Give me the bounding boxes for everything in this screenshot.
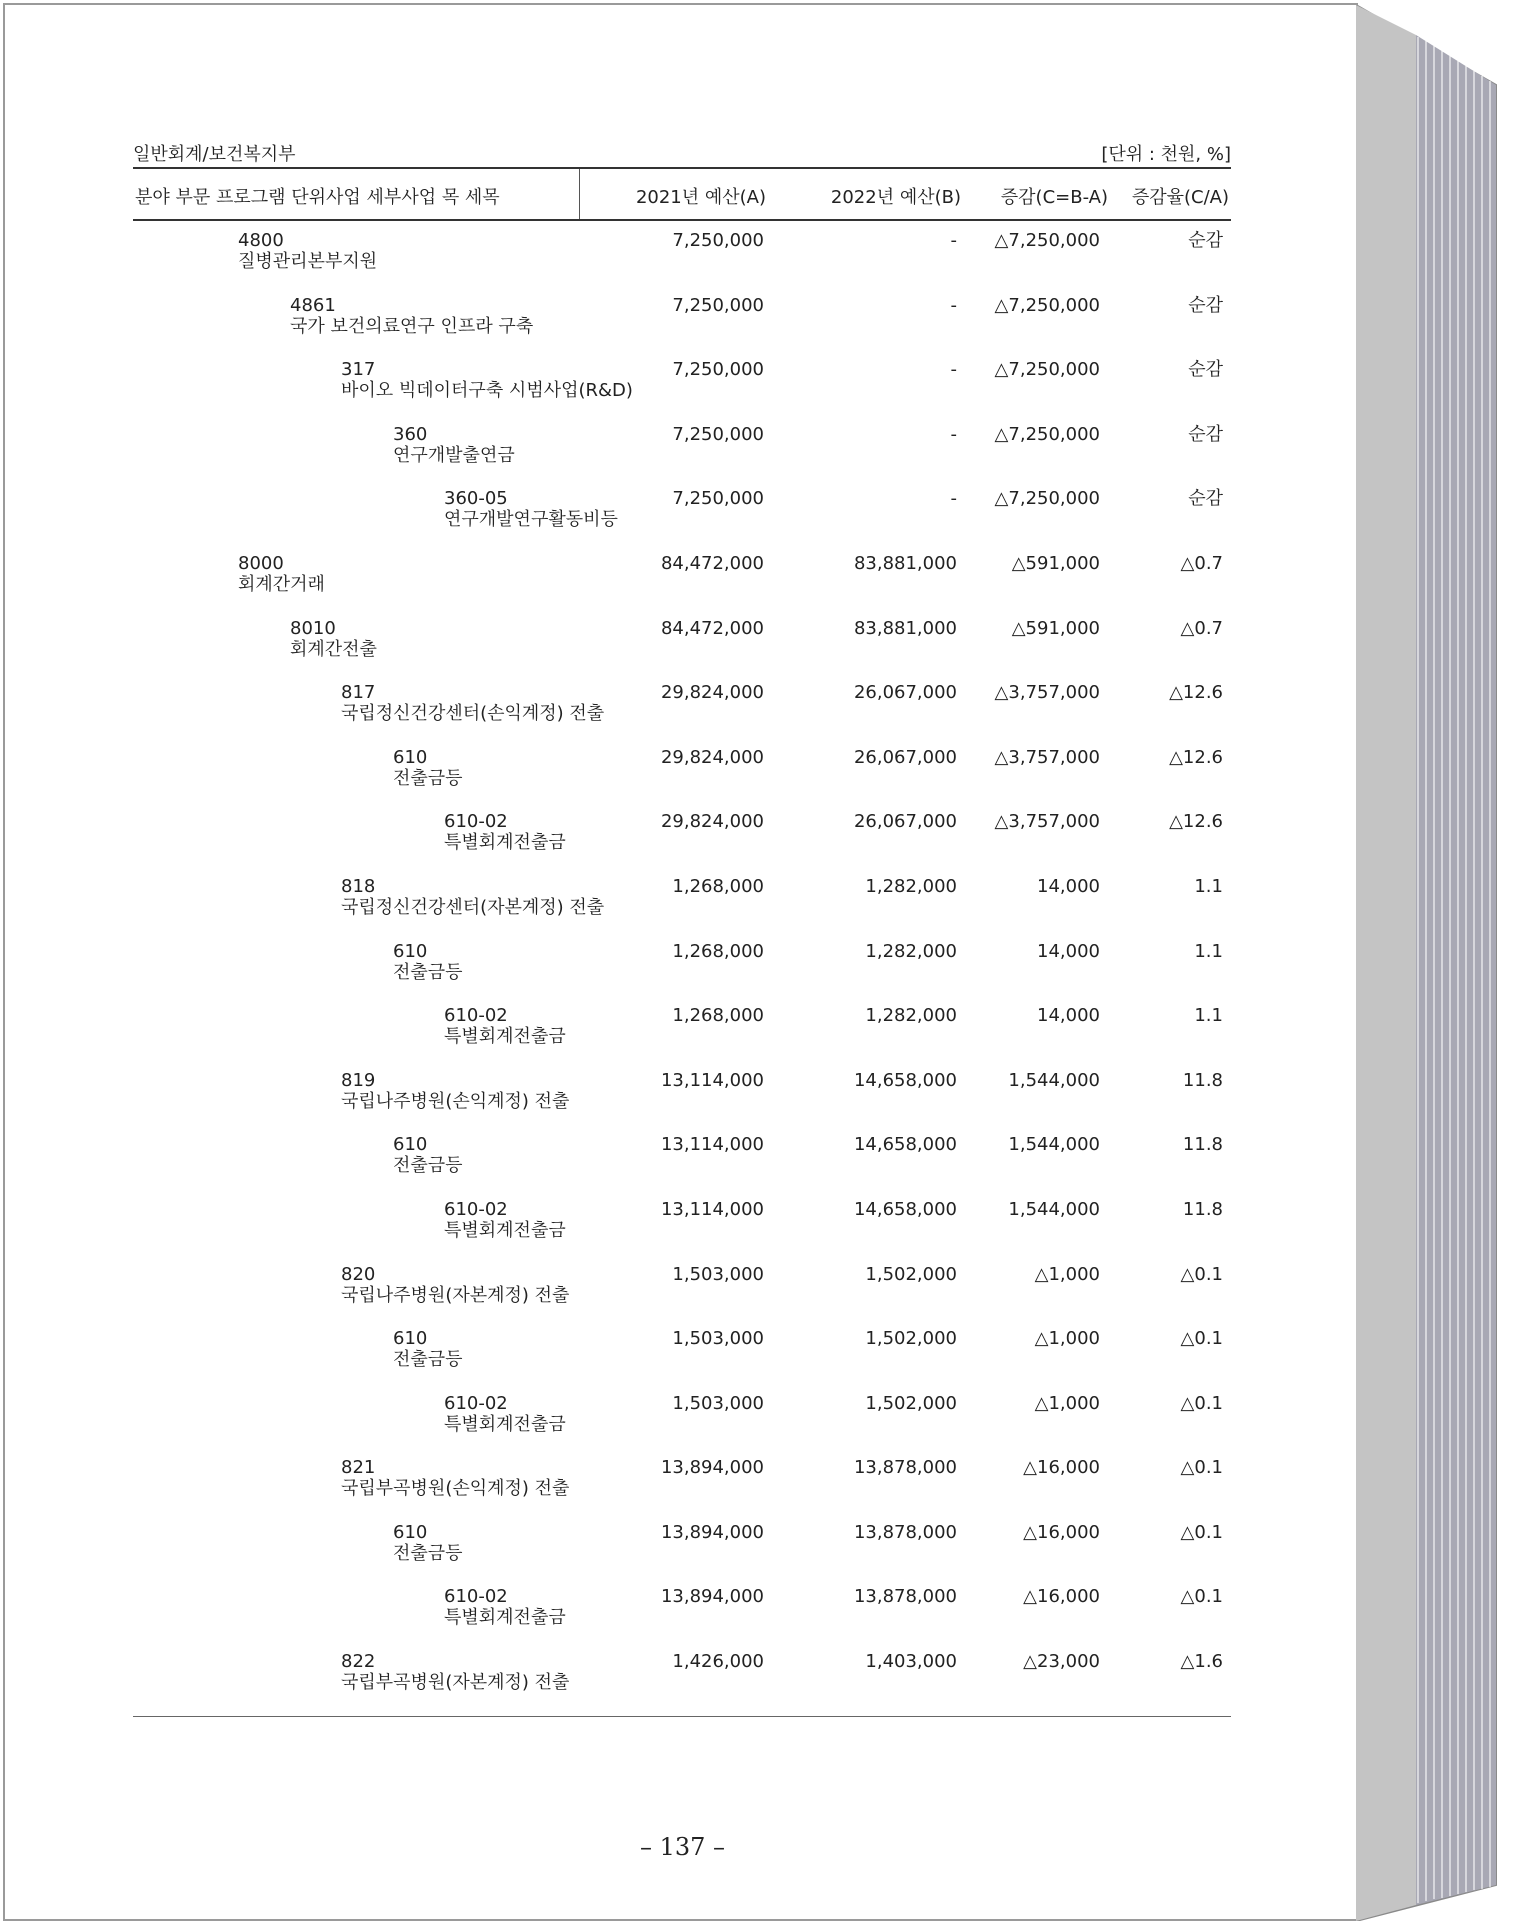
page-number: – 137 – bbox=[639, 1833, 726, 1861]
change-value: △23,000 bbox=[1023, 1651, 1100, 1673]
rate-value: 순감 bbox=[1188, 423, 1223, 445]
rate-value: 1.1 bbox=[1194, 875, 1223, 897]
budget-2022-value: 1,502,000 bbox=[865, 1263, 957, 1285]
change-value: △16,000 bbox=[1023, 1586, 1100, 1608]
header-column-divider bbox=[579, 169, 580, 219]
budget-2021-value: 13,114,000 bbox=[660, 1134, 764, 1156]
item-name: 특별회계전출금 bbox=[444, 1607, 566, 1629]
table-row bbox=[133, 1323, 1231, 1388]
item-name: 국립나주병원(자본계정) 전출 bbox=[341, 1284, 570, 1306]
item-code: 610-02 bbox=[444, 1005, 508, 1027]
item-name: 특별회계전출금 bbox=[444, 832, 566, 854]
budget-table-body bbox=[133, 225, 1231, 1711]
table-row bbox=[133, 1388, 1231, 1453]
budget-2021-value: 7,250,000 bbox=[672, 423, 764, 445]
budget-2021-value: 13,894,000 bbox=[660, 1586, 764, 1608]
item-code: 818 bbox=[341, 875, 376, 897]
budget-2021-value: 1,268,000 bbox=[672, 940, 764, 962]
budget-2022-value: 14,658,000 bbox=[853, 1134, 957, 1156]
table-row bbox=[133, 613, 1231, 678]
account-title: 일반회계/보건복지부 bbox=[133, 144, 296, 165]
rate-value: 11.8 bbox=[1182, 1069, 1223, 1091]
table-row bbox=[133, 936, 1231, 1001]
budget-2021-value: 29,824,000 bbox=[660, 746, 764, 768]
change-value: 1,544,000 bbox=[1008, 1134, 1100, 1156]
book-page-edges bbox=[1356, 5, 1506, 1921]
change-value: △7,250,000 bbox=[994, 230, 1100, 251]
budget-2022-value: 13,878,000 bbox=[853, 1586, 957, 1608]
budget-2021-value: 1,503,000 bbox=[672, 1263, 764, 1285]
budget-2022-value: 1,282,000 bbox=[865, 940, 957, 962]
item-code: 610-02 bbox=[444, 811, 508, 833]
change-value: 1,544,000 bbox=[1008, 1198, 1100, 1220]
rate-value: 순감 bbox=[1188, 488, 1223, 510]
change-value: △16,000 bbox=[1023, 1457, 1100, 1479]
item-code: 360-05 bbox=[444, 488, 508, 510]
budget-2021-value: 1,503,000 bbox=[672, 1328, 764, 1350]
change-value: △7,250,000 bbox=[994, 359, 1100, 381]
item-name: 국립나주병원(손익계정) 전출 bbox=[341, 1090, 570, 1112]
item-code: 4800 bbox=[238, 230, 284, 251]
item-name: 국립부곡병원(자본계정) 전출 bbox=[341, 1672, 570, 1694]
change-value: △3,757,000 bbox=[994, 682, 1100, 704]
budget-2021-value: 84,472,000 bbox=[660, 617, 764, 639]
item-code: 821 bbox=[341, 1457, 376, 1479]
budget-2022-value: - bbox=[950, 423, 957, 445]
item-code: 610 bbox=[393, 940, 428, 962]
table-header-rule bbox=[133, 219, 1231, 221]
budget-2021-value: 29,824,000 bbox=[660, 811, 764, 833]
table-row bbox=[133, 871, 1231, 936]
item-code: 610 bbox=[393, 1134, 428, 1156]
budget-2022-value: - bbox=[950, 294, 957, 316]
budget-2021-value: 7,250,000 bbox=[672, 488, 764, 510]
item-code: 4861 bbox=[290, 294, 336, 316]
change-value: △1,000 bbox=[1034, 1263, 1100, 1285]
unit-label: [단위 : 천원, %] bbox=[1101, 144, 1231, 165]
table-header bbox=[133, 169, 1231, 219]
item-code: 610-02 bbox=[444, 1392, 508, 1414]
item-name: 국립정신건강센터(자본계정) 전출 bbox=[341, 896, 605, 918]
item-code: 819 bbox=[341, 1069, 376, 1091]
item-code: 8010 bbox=[290, 617, 336, 639]
budget-2021-value: 1,268,000 bbox=[672, 1005, 764, 1027]
page-header bbox=[133, 138, 1231, 166]
item-name: 회계간전출 bbox=[290, 638, 377, 660]
table-row bbox=[133, 354, 1231, 419]
table-row bbox=[133, 1646, 1231, 1711]
budget-2021-value: 84,472,000 bbox=[660, 552, 764, 574]
item-code: 817 bbox=[341, 682, 376, 704]
budget-2021-value: 1,503,000 bbox=[672, 1392, 764, 1414]
rate-value: 순감 bbox=[1188, 230, 1223, 251]
change-value: △1,000 bbox=[1034, 1392, 1100, 1414]
rate-value: 순감 bbox=[1188, 294, 1223, 316]
rate-value: △12.6 bbox=[1169, 682, 1223, 704]
rate-value: △0.1 bbox=[1180, 1457, 1223, 1479]
table-row bbox=[133, 290, 1231, 355]
budget-2022-value: 1,502,000 bbox=[865, 1328, 957, 1350]
item-name: 국립정신건강센터(손익계정) 전출 bbox=[341, 703, 605, 725]
budget-2022-value: 26,067,000 bbox=[853, 682, 957, 704]
item-name: 회계간거래 bbox=[238, 573, 325, 595]
column-header-2022: 2022년 예산(B) bbox=[830, 187, 961, 208]
item-name: 전출금등 bbox=[393, 961, 463, 983]
budget-2021-value: 29,824,000 bbox=[660, 682, 764, 704]
budget-2022-value: 14,658,000 bbox=[853, 1198, 957, 1220]
change-value: △7,250,000 bbox=[994, 488, 1100, 510]
rate-value: △1.6 bbox=[1180, 1651, 1223, 1673]
item-name: 질병관리본부지원 bbox=[238, 251, 378, 272]
rate-value: △0.7 bbox=[1180, 552, 1223, 574]
table-row bbox=[133, 742, 1231, 807]
rate-value: △0.1 bbox=[1180, 1263, 1223, 1285]
table-row bbox=[133, 1000, 1231, 1065]
change-value: △591,000 bbox=[1011, 617, 1100, 639]
budget-2022-value: - bbox=[950, 359, 957, 381]
item-code: 610-02 bbox=[444, 1586, 508, 1608]
change-value: 14,000 bbox=[1037, 940, 1100, 962]
budget-2022-value: 1,502,000 bbox=[865, 1392, 957, 1414]
table-bottom-rule bbox=[133, 1716, 1231, 1717]
item-name: 연구개발연구활동비등 bbox=[444, 509, 618, 531]
rate-value: 순감 bbox=[1188, 359, 1223, 381]
rate-value: △0.1 bbox=[1180, 1586, 1223, 1608]
budget-2021-value: 1,268,000 bbox=[672, 875, 764, 897]
budget-2021-value: 13,114,000 bbox=[660, 1069, 764, 1091]
change-value: △16,000 bbox=[1023, 1521, 1100, 1543]
table-row bbox=[133, 1065, 1231, 1130]
change-value: △7,250,000 bbox=[994, 423, 1100, 445]
item-code: 360 bbox=[393, 423, 428, 445]
table-row bbox=[133, 548, 1231, 613]
table-row bbox=[133, 677, 1231, 742]
rate-value: 1.1 bbox=[1194, 940, 1223, 962]
column-header-classification: 분야 부문 프로그램 단위사업 세부사업 목 세목 bbox=[135, 187, 500, 208]
column-header-2021: 2021년 예산(A) bbox=[635, 187, 766, 208]
table-row bbox=[133, 483, 1231, 548]
rate-value: △0.1 bbox=[1180, 1521, 1223, 1543]
table-row bbox=[133, 806, 1231, 871]
change-value: 14,000 bbox=[1037, 875, 1100, 897]
rate-value: 11.8 bbox=[1182, 1198, 1223, 1220]
budget-2021-value: 7,250,000 bbox=[672, 294, 764, 316]
item-code: 820 bbox=[341, 1263, 376, 1285]
rate-value: △12.6 bbox=[1169, 811, 1223, 833]
item-name: 특별회계전출금 bbox=[444, 1219, 566, 1241]
budget-2021-value: 13,114,000 bbox=[660, 1198, 764, 1220]
document-page bbox=[3, 3, 1358, 1921]
item-code: 610 bbox=[393, 1328, 428, 1350]
table-row bbox=[133, 1194, 1231, 1259]
item-name: 특별회계전출금 bbox=[444, 1026, 566, 1048]
table-row bbox=[133, 1517, 1231, 1582]
budget-2022-value: 83,881,000 bbox=[853, 617, 957, 639]
rate-value: 11.8 bbox=[1182, 1134, 1223, 1156]
table-row bbox=[133, 1259, 1231, 1324]
rate-value: △0.7 bbox=[1180, 617, 1223, 639]
budget-2021-value: 13,894,000 bbox=[660, 1457, 764, 1479]
change-value: △7,250,000 bbox=[994, 294, 1100, 316]
budget-2022-value: 83,881,000 bbox=[853, 552, 957, 574]
rate-value: 1.1 bbox=[1194, 1005, 1223, 1027]
table-row bbox=[133, 225, 1231, 290]
budget-2021-value: 7,250,000 bbox=[672, 230, 764, 251]
item-code: 8000 bbox=[238, 552, 284, 574]
budget-2022-value: - bbox=[950, 488, 957, 510]
item-name: 전출금등 bbox=[393, 1349, 463, 1371]
item-code: 610 bbox=[393, 746, 428, 768]
item-name: 바이오 빅데이터구축 시범사업(R&D) bbox=[341, 380, 633, 402]
budget-2022-value: 1,403,000 bbox=[865, 1651, 957, 1673]
item-name: 특별회계전출금 bbox=[444, 1413, 566, 1435]
item-name: 전출금등 bbox=[393, 1155, 463, 1177]
budget-2022-value: 14,658,000 bbox=[853, 1069, 957, 1091]
budget-2022-value: 26,067,000 bbox=[853, 811, 957, 833]
item-name: 연구개발출연금 bbox=[393, 444, 515, 466]
table-row bbox=[133, 419, 1231, 484]
table-row bbox=[133, 1452, 1231, 1517]
item-code: 610 bbox=[393, 1521, 428, 1543]
column-header-change: 증감(C=B-A) bbox=[1000, 187, 1108, 208]
item-code: 610-02 bbox=[444, 1198, 508, 1220]
change-value: 1,544,000 bbox=[1008, 1069, 1100, 1091]
change-value: △1,000 bbox=[1034, 1328, 1100, 1350]
budget-2022-value: - bbox=[950, 230, 957, 251]
budget-2022-value: 13,878,000 bbox=[853, 1457, 957, 1479]
budget-2022-value: 26,067,000 bbox=[853, 746, 957, 768]
budget-2021-value: 7,250,000 bbox=[672, 359, 764, 381]
item-name: 전출금등 bbox=[393, 1542, 463, 1564]
change-value: △3,757,000 bbox=[994, 811, 1100, 833]
budget-2021-value: 13,894,000 bbox=[660, 1521, 764, 1543]
budget-2022-value: 13,878,000 bbox=[853, 1521, 957, 1543]
item-name: 국립부곡병원(손익계정) 전출 bbox=[341, 1478, 570, 1500]
budget-2021-value: 1,426,000 bbox=[672, 1651, 764, 1673]
change-value: 14,000 bbox=[1037, 1005, 1100, 1027]
change-value: △3,757,000 bbox=[994, 746, 1100, 768]
change-value: △591,000 bbox=[1011, 552, 1100, 574]
item-code: 822 bbox=[341, 1651, 376, 1673]
table-row bbox=[133, 1129, 1231, 1194]
budget-2022-value: 1,282,000 bbox=[865, 875, 957, 897]
table-row bbox=[133, 1581, 1231, 1646]
item-code: 317 bbox=[341, 359, 376, 381]
item-name: 전출금등 bbox=[393, 767, 463, 789]
rate-value: △12.6 bbox=[1169, 746, 1223, 768]
rate-value: △0.1 bbox=[1180, 1392, 1223, 1414]
item-name: 국가 보건의료연구 인프라 구축 bbox=[290, 315, 534, 337]
rate-value: △0.1 bbox=[1180, 1328, 1223, 1350]
column-header-rate: 증감율(C/A) bbox=[1131, 187, 1229, 208]
budget-2022-value: 1,282,000 bbox=[865, 1005, 957, 1027]
